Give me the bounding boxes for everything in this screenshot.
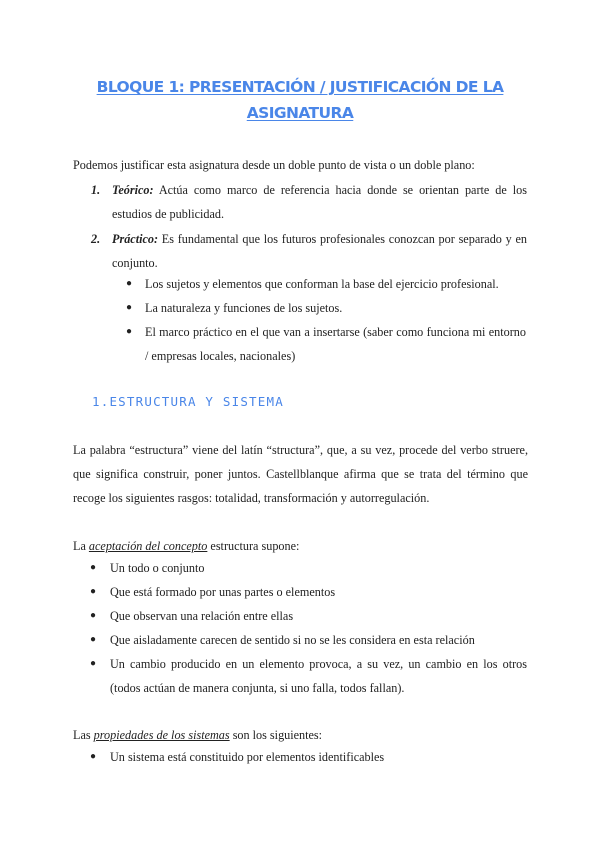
bullet-icon: ● [90,751,97,762]
intro-text: Podemos justificar esta asignatura desde un doble punto de vista o un doble plano: [73,158,475,172]
bullet-icon: ● [90,658,97,669]
list-item-text: Que observan una relación entre ellas [110,609,294,623]
section-heading: 1.ESTRUCTURA Y SISTEMA [92,394,284,409]
list-item [90,628,527,652]
list-item-text: Que está formado por unas partes o elementos [110,585,336,599]
item-text: Actúa como marco de referencia hacia donde se orientan parte de los estudios de publicidad. [112,183,527,221]
list-item-text: La naturaleza y funciones de los sujetos. [145,301,343,315]
numbered-item-teorico [91,178,527,226]
text-prefix: La [73,539,89,553]
item-label: Práctico: [112,232,159,246]
bullet-icon: ● [126,278,133,289]
document-title: BLOQUE 1: PRESENTACIÓN / JUSTIFICACIÓN DE LA ASIGNATURA [96,78,504,122]
paragraph: La palabra “estructura” viene del latín “structura”, que, a su vez, procede del verbo struere, que significa construir, poner juntos. Castellblanque afirma que se trata del término que recoge los siguientes rasgos: totalidad, transformación y autorregulación. [73,443,528,505]
list-item [126,320,526,368]
list-item [126,272,526,296]
acceptance-line [73,537,299,555]
list-item [90,604,527,628]
list-item-text: Los sujetos y elementos que conforman la base del ejercicio profesional. [145,277,499,291]
item-number: 2. [91,232,101,246]
list-item [90,652,527,700]
text-suffix: estructura supone: [207,539,300,553]
list-item-text: Un todo o conjunto [110,561,205,575]
bullet-icon: ● [90,610,97,621]
bullet-icon: ● [90,562,97,573]
list-item-text: Un cambio producido en un elemento provoca, a su vez, un cambio en los otros (todos actúan de manera conjunta, si uno falla, todos fallan). [110,657,527,695]
properties-line [73,726,322,744]
text-suffix: son los siguientes: [229,728,323,742]
list-item-text: El marco práctico en el que van a insertarse (saber como funciona mi entorno / empresas locales, nacionales) [145,325,526,363]
numbered-item-practico [91,227,527,275]
underlined-term: propiedades de los sistemas [93,728,230,742]
list-item [90,580,527,604]
list-item-text: Que aisladamente carecen de sentido si no se les considera en esta relación [110,633,475,647]
item-text: Es fundamental que los futuros profesionales conozcan por separado y en conjunto. [112,232,527,270]
bullet-icon: ● [90,634,97,645]
list-item [90,556,527,580]
bullet-icon: ● [126,302,133,313]
item-number: 1. [91,183,101,197]
text-prefix: Las [73,728,94,742]
bullet-icon: ● [90,586,97,597]
list-item-text: Un sistema está constituido por elementos identificables [110,750,385,764]
bullet-icon: ● [126,326,133,337]
list-item [126,296,526,320]
underlined-term: aceptación del concepto [88,539,208,553]
item-label: Teórico: [112,183,154,197]
list-item [90,745,527,769]
